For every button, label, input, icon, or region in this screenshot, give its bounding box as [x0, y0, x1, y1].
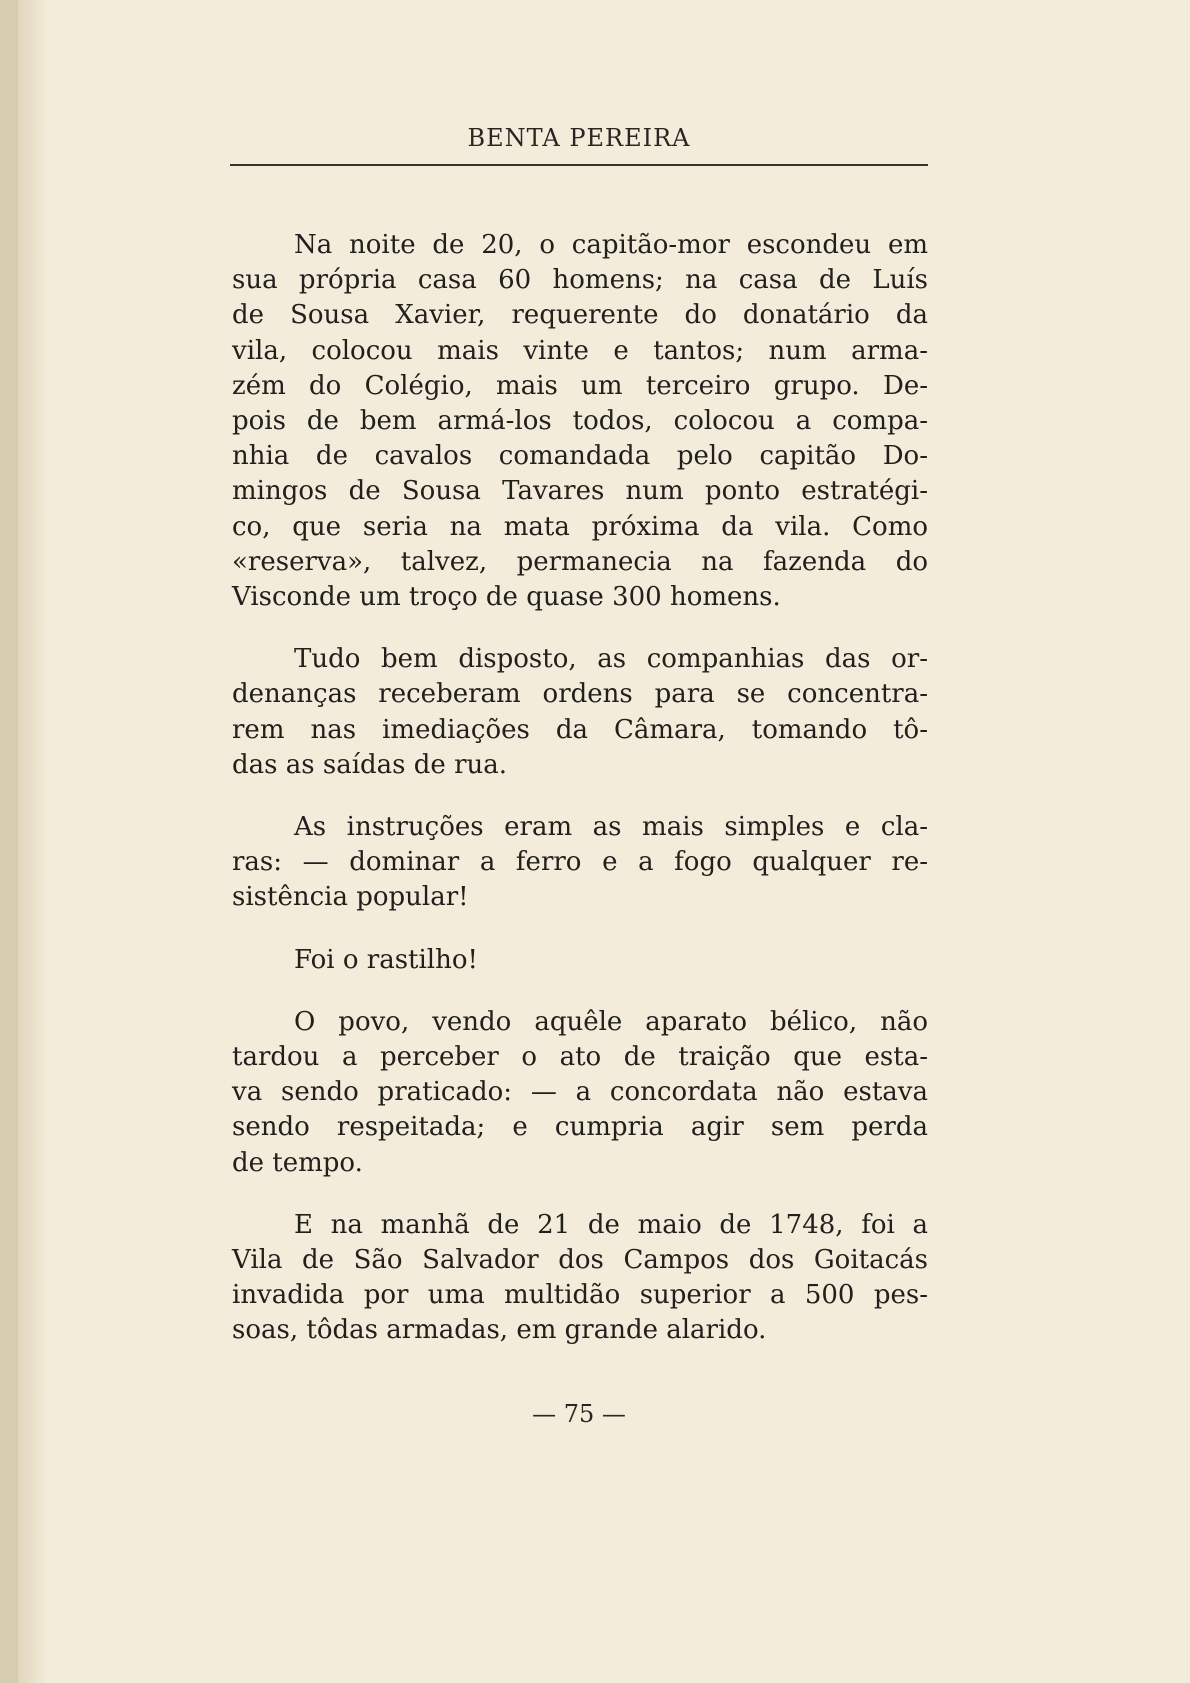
- text-line: soas, tôdas armadas, em grande alarido.: [232, 1315, 767, 1346]
- text-line: Tudo bem disposto, as companhias das or-: [294, 644, 928, 675]
- text-line: nhia de cavalos comandada pelo capitão Do-: [232, 441, 928, 472]
- text-line: «reserva», talvez, permanecia na fazenda do: [232, 546, 928, 577]
- text-line: sua própria casa 60 homens; na casa de Luís: [232, 265, 928, 296]
- text-line: Visconde um troço de quase 300 homens.: [232, 582, 781, 613]
- text-line: sistência popular!: [232, 882, 469, 913]
- text-line: O povo, vendo aquêle aparato bélico, não: [294, 1006, 928, 1037]
- text-line: pois de bem armá-los todos, colocou a compa-: [232, 406, 928, 437]
- text-line: denanças receberam ordens para se concentra-: [232, 679, 928, 710]
- text-line: mingos de Sousa Tavares num ponto estratégi-: [232, 476, 928, 507]
- text-line: das as saídas de rua.: [232, 749, 508, 780]
- text-line: de tempo.: [232, 1147, 363, 1178]
- text-line: ras: — dominar a ferro e a fogo qualquer re-: [232, 847, 928, 878]
- running-head: BENTA PEREIRA: [467, 124, 691, 152]
- paragraph: [232, 642, 928, 783]
- page-number: — 75 —: [532, 1400, 626, 1428]
- text-line: Vila de São Salvador dos Campos dos Goitacás: [232, 1245, 928, 1276]
- text-line: invadida por uma multidão superior a 500 pes-: [232, 1280, 928, 1311]
- text-line: As instruções eram as mais simples e cla-: [294, 812, 928, 843]
- text-line: tardou a perceber o ato de traição que esta-: [232, 1042, 928, 1073]
- paragraph: [232, 228, 928, 615]
- text-line: E na manhã de 21 de maio de 1748, foi a: [294, 1209, 928, 1240]
- paragraph: [232, 1005, 928, 1181]
- text-line: de Sousa Xavier, requerente do donatário da: [232, 300, 928, 331]
- text-line: vila, colocou mais vinte e tantos; num arma-: [232, 335, 928, 366]
- text-line: sendo respeitada; e cumpria agir sem perda: [232, 1112, 928, 1143]
- text-line: rem nas imediações da Câmara, tomando tô-: [232, 714, 928, 745]
- text-line: va sendo praticado: — a concordata não estava: [232, 1077, 928, 1108]
- header-rule: [230, 164, 928, 166]
- text-line: Na noite de 20, o capitão-mor escondeu em: [294, 230, 928, 260]
- paragraph: [232, 1208, 928, 1349]
- text-line: Foi o rastilho!: [294, 944, 478, 975]
- paragraph: [232, 810, 928, 916]
- text-line: co, que seria na mata próxima da vila. Como: [232, 511, 928, 542]
- paragraph: [232, 943, 928, 978]
- body-text: [232, 228, 928, 1349]
- text-line: zém do Colégio, mais um terceiro grupo. De-: [232, 370, 928, 401]
